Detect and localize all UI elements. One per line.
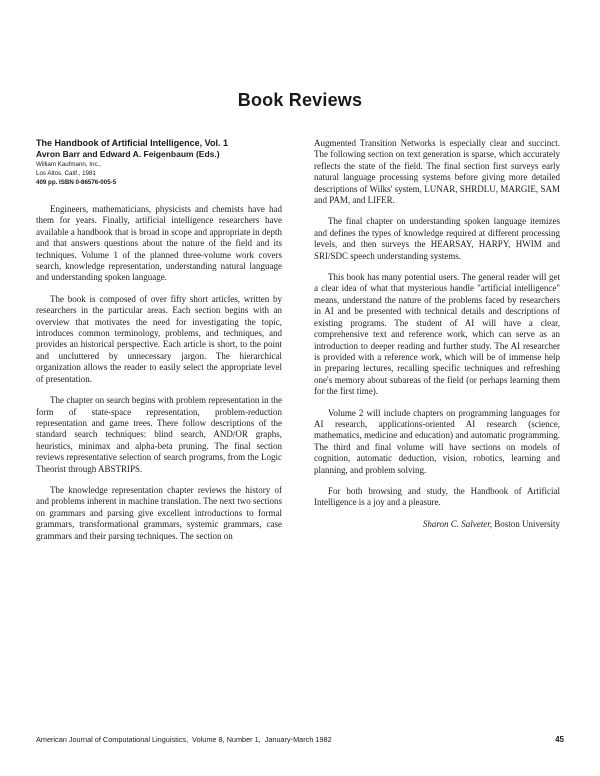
review-paragraph: For both browsing and study, the Handbook of Artificial Intelligence is a joy and a pleasure. [314, 485, 560, 508]
reviewer-signature [314, 519, 560, 530]
journal-citation [36, 735, 332, 745]
reviewer-affiliation: Boston University [494, 518, 560, 529]
book-authors: Avron Barr and Edward A. Feigenbaum (Eds.) [36, 149, 220, 159]
review-paragraph: This book has many potential users. The general reader will get a clear idea of what that mysterious handle "artificial intelligence" means, understand the nature of the problems faced by researchers in AI and be presented with technical details and descriptions of existing programs. The student of AI will have a clear, comprehensive text and reference work, which can serve as an introduction to deeper reading and further study. The AI researcher is provided with a reference work, which will be of immense help in preparing lectures, recalling specific techniques and refreshing one's memory about subareas of the field (or perhaps learning them for the first time). [314, 272, 560, 397]
review-paragraph: Volume 2 will include chapters on programming languages for AI research, applications-oriented AI research (science, mathematics, medicine and education) and automatic programming. The third and final volume will have sections on models of cognition, automatic deduction, vision, robotics, learning and planning, and problem solving. [314, 407, 560, 475]
journal-name: American Journal of Computational Linguistics, [36, 735, 189, 744]
book-title: The Handbook of Artificial Intelligence, Vol. 1 [36, 138, 229, 148]
book-location: Los Altos, Calif., 1981 [36, 170, 96, 177]
book-details: 409 pp. ISBN 0-86576-005-5 [36, 179, 117, 186]
left-column [36, 138, 282, 552]
book-publisher: William Kaufmann, Inc., [36, 161, 101, 168]
page-number: 45 [555, 735, 564, 744]
right-column [314, 138, 560, 530]
review-paragraph: The book is composed of over fifty short articles, written by researchers in the particular areas. Each section begins with an overview that motivates the need for investigating the topic, introduces common terminology, problems, and techniques, and provides an historical perspective. Each article is short, to the point and uncluttered by unnecessary jargon. The hierarchical organization allows the reader to easily select the appropriate level of presentation. [36, 293, 282, 384]
review-paragraph: The final chapter on understanding spoken language itemizes and defines the types of knowledge required at different processing levels, and then surveys the HEARSAY, HARPY, HWIM and SRI/SDC speech understanding systems. [314, 216, 560, 261]
review-paragraph: The knowledge representation chapter reviews the history of and problems inherent in machine translation. The next two sections on grammars and parsing give excellent introductions to formal grammars, transformational grammars, systemic grammars, case grammars and their parsing techniques. The section on [36, 484, 282, 541]
page-title: Book Reviews [237, 90, 363, 110]
review-paragraph: Augmented Transition Networks is especially clear and succinct. The following section on text generation is sparse, which accurately reflects the state of the field. The final section first surveys early natural language processing systems before giving more detailed descriptions of Wilks' system, LUNAR, SHRDLU, MARGIE, SAM and PAM, and LIFER. [314, 138, 560, 206]
journal-volume: Volume 8, Number 1, [192, 735, 261, 744]
review-paragraph: The chapter on search begins with problem representation in the form of state-space representation, problem-reduction representation and game trees. There follow descriptions of the standard search techniques: blind search, AND/OR graphs, heuristics, minimax and alpha-beta pruning. The final section reviews representative selection of search programs, from the Logic Theorist through ABSTRIPS. [36, 395, 282, 474]
review-paragraph: Engineers, mathematicians, physicists and chemists have had them for years. Finally, artificial intelligence researchers have available a handbook that is broad in scope and appropriate in depth and that answers questions about the nature of the field and its techniques. Volume 1 of the planned three-volume work covers search, knowledge representation, understanding natural language and understanding spoken language. [36, 204, 282, 283]
reviewer-name: Sharon C. Salveter, [422, 518, 492, 529]
journal-date: January-March 1982 [264, 735, 332, 744]
page-footer [36, 735, 564, 745]
